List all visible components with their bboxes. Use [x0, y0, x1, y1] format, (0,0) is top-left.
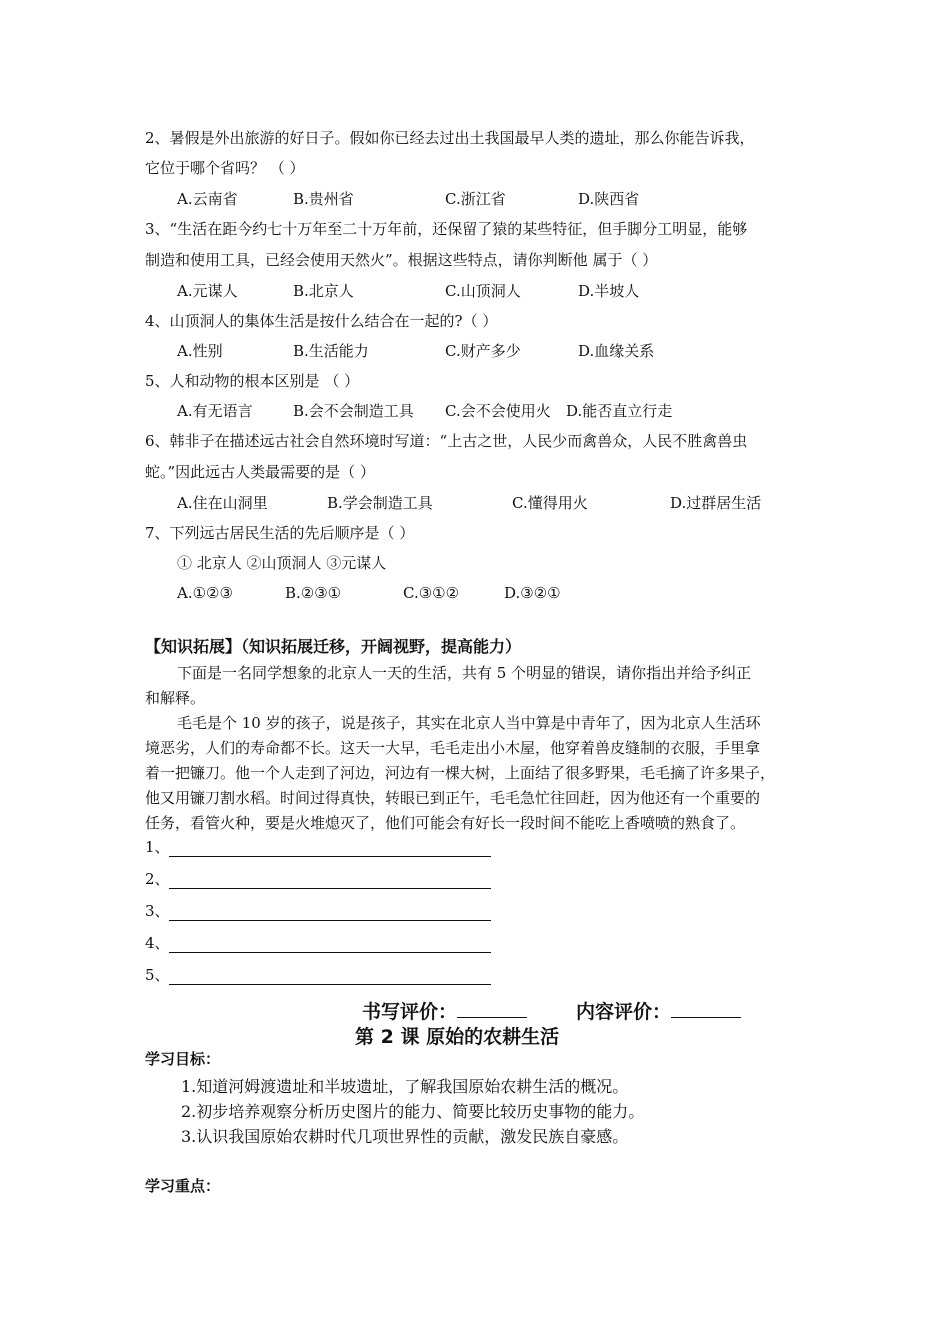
question-4-option-b: B.生活能力 [293, 342, 369, 360]
answer-underline [169, 856, 491, 857]
question-5-option-c: C.会不会使用火 [445, 402, 551, 420]
question-5-option-a: A.有无语言 [177, 402, 253, 420]
extension-intro-line-1: 下面是一名同学想象的北京人一天的生活，共有 5 个明显的错误，请你指出并给予纠正 [177, 664, 752, 682]
learning-goals-heading: 学习目标： [145, 1050, 221, 1068]
question-2-option-d: D.陕西省 [578, 190, 640, 208]
question-7-option-b: B.②③① [285, 584, 342, 602]
question-7-option-d: D.③②① [504, 584, 561, 602]
question-3-option-b: B.北京人 [293, 282, 354, 300]
answer-blank-number: 1、 [145, 838, 170, 856]
question-5-line-1: 5、人和动物的根本区别是 （ ） [145, 372, 360, 390]
learning-focus-heading: 学习重点： [145, 1177, 221, 1195]
learning-goal-2: 2.初步培养观察分析历史图片的能力、简要比较历史事物的能力。 [181, 1102, 645, 1121]
question-3-option-d: D.半坡人 [578, 282, 640, 300]
question-6-option-b: B.学会制造工具 [327, 494, 433, 512]
question-3-line-2: 制造和使用工具，已经会使用天然火”。根据这些特点，请你判断他 属于（ ） [145, 251, 658, 269]
question-6-option-a: A.住在山洞里 [177, 494, 268, 512]
answer-blank-number: 4、 [145, 934, 170, 952]
question-3-line-1: 3、“生活在距今约七十万年至二十万年前，还保留了猿的某些特征，但手脚分工明显，能够 [145, 220, 748, 238]
answer-blank-4[interactable] [145, 932, 495, 954]
question-6-option-d: D.过群居生活 [670, 494, 762, 512]
answer-underline [169, 952, 491, 953]
question-4-line-1: 4、山顶洞人的集体生活是按什么结合在一起的?（ ） [145, 312, 498, 330]
question-4-option-d: D.血缘关系 [578, 342, 655, 360]
answer-underline [169, 984, 491, 985]
question-6-line-2: 蛇。”因此远古人类最需要的是（ ） [145, 463, 375, 481]
story-line-5: 任务，看管火种，要是火堆熄灭了，他们可能会有好长一段时间不能吃上香喷喷的熟食了。 [145, 814, 746, 832]
story-line-2: 境恶劣，人们的寿命都不长。这天一大早，毛毛走出小木屋，他穿着兽皮缝制的衣服，手里拿 [145, 739, 761, 757]
writing-evaluation-label: 书写评价： [362, 1001, 458, 1023]
question-6-line-1: 6、韩非子在描述远古社会自然环境时写道：“上古之世，人民少而禽兽众，人民不胜禽兽虫 [145, 432, 748, 450]
question-6-option-c: C.懂得用火 [512, 494, 588, 512]
learning-goal-3: 3.认识我国原始农耕时代几项世界性的贡献，激发民族自豪感。 [181, 1127, 629, 1146]
question-5-option-d: D.能否直立行走 [566, 402, 673, 420]
question-2-line-2: 它位于哪个省吗？ （ ） [145, 159, 305, 177]
answer-blank-number: 5、 [145, 966, 170, 984]
story-line-1: 毛毛是个 10 岁的孩子，说是孩子，其实在北京人当中算是中青年了，因为北京人生活环 [177, 714, 761, 732]
story-line-4: 他又用镰刀割水稻。时间过得真快，转眼已到正午，毛毛急忙往回赶，因为他还有一个重要的 [145, 789, 761, 807]
question-2-option-c: C.浙江省 [445, 190, 506, 208]
story-line-3: 着一把镰刀。他一个人走到了河边，河边有一棵大树，上面结了很多野果，毛毛摘了许多果子， [145, 764, 776, 782]
writing-evaluation [362, 997, 527, 1024]
writing-evaluation-blank[interactable] [457, 999, 527, 1018]
learning-goal-1: 1.知道河姆渡遗址和半坡遗址，了解我国原始农耕生活的概况。 [181, 1077, 629, 1096]
content-evaluation-blank[interactable] [671, 999, 741, 1018]
question-7-line-2: ① 北京人 ②山顶洞人 ③元谋人 [177, 554, 387, 572]
answer-blank-2[interactable] [145, 868, 495, 890]
content-evaluation [576, 997, 741, 1024]
answer-blank-5[interactable] [145, 964, 495, 986]
lesson-title: 第 2 课 原始的农耕生活 [355, 1026, 560, 1048]
answer-underline [169, 888, 491, 889]
question-2-option-b: B.贵州省 [293, 190, 354, 208]
question-7-option-c: C.③①② [403, 584, 460, 602]
question-3-option-a: A.元谋人 [177, 282, 238, 300]
answer-blank-number: 3、 [145, 902, 170, 920]
answer-blank-number: 2、 [145, 870, 170, 888]
question-3-option-c: C.山顶洞人 [445, 282, 521, 300]
question-2-option-a: A.云南省 [177, 190, 238, 208]
question-4-option-c: C.财产多少 [445, 342, 521, 360]
question-7-line-1: 7、下列远古居民生活的先后顺序是（ ） [145, 524, 415, 542]
question-7-option-a: A.①②③ [177, 584, 233, 602]
question-2-line-1: 2、暑假是外出旅游的好日子。假如你已经去过出土我国最早人类的遗址，那么你能告诉我， [145, 129, 755, 147]
question-5-option-b: B.会不会制造工具 [293, 402, 414, 420]
answer-blank-3[interactable] [145, 900, 495, 922]
answer-blank-1[interactable] [145, 836, 495, 858]
extension-heading: 【知识拓展】（知识拓展迁移，开阔视野，提高能力） [145, 637, 522, 656]
content-evaluation-label: 内容评价： [576, 1001, 672, 1023]
question-4-option-a: A.性别 [177, 342, 223, 360]
extension-intro-line-2: 和解释。 [145, 689, 206, 707]
answer-underline [169, 920, 491, 921]
